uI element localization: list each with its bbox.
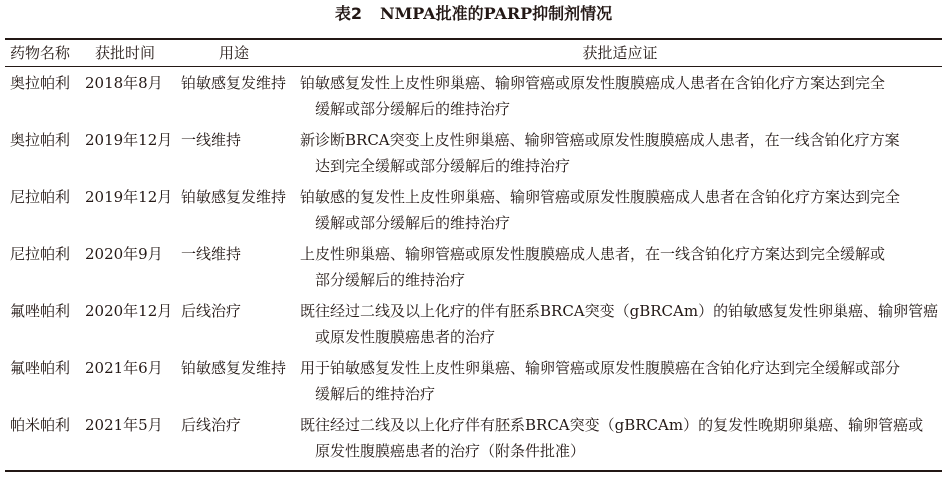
usage-cell: 铂敏感复发维持 (181, 74, 287, 92)
drug-name-cell: 帕米帕利 (10, 416, 71, 434)
usage-cell: 后线治疗 (181, 302, 242, 320)
approval-time-cell: 2021年5月 (85, 416, 163, 434)
indication-cell (300, 412, 940, 464)
usage-cell: 铂敏感复发维持 (181, 359, 287, 377)
indication-line: 既往经过二线及以上化疗的伴有胚系BRCA突变（gBRCAm）的铂敏感复发性卵巢癌、输卵管癌 (300, 302, 939, 320)
indication-line: 新诊断BRCA突变上皮性卵巢癌、输卵管癌或原发性腹膜癌成人患者，在一线含铂化疗方案 (300, 131, 900, 149)
indication-line: 原发性腹膜癌患者的治疗（附条件批准） (315, 442, 586, 460)
header-rule (5, 66, 942, 67)
indication-line: 既往经过二线及以上化疗伴有胚系BRCA突变（gBRCAm）的复发性晚期卵巢癌、输卵管癌或 (300, 416, 924, 434)
indication-line: 或原发性腹膜癌患者的治疗 (315, 328, 496, 346)
table-header-row (5, 41, 942, 65)
indication-cell (300, 298, 940, 350)
table-title: NMPA批准的PARP抑制剂情况 (379, 4, 613, 23)
approval-time-cell: 2018年8月 (85, 74, 163, 92)
approval-time-cell: 2021年6月 (85, 359, 163, 377)
table-caption (0, 3, 947, 25)
table-number: 表2 (334, 4, 362, 23)
drug-name-cell: 氟唑帕利 (10, 302, 71, 320)
approval-time-cell: 2020年12月 (85, 302, 173, 320)
indication-line: 用于铂敏感复发性上皮性卵巢癌、输卵管癌或原发性腹膜癌在含铂化疗达到完全缓解或部分 (300, 359, 901, 377)
drug-name-cell: 氟唑帕利 (10, 359, 71, 377)
approval-time-cell: 2019年12月 (85, 131, 173, 149)
drug-name-cell: 尼拉帕利 (10, 188, 71, 206)
drug-name-cell: 尼拉帕利 (10, 245, 71, 263)
drug-name-cell: 奥拉帕利 (10, 74, 71, 92)
header-usage: 用途 (219, 44, 250, 62)
usage-cell: 后线治疗 (181, 416, 242, 434)
usage-cell: 一线维持 (181, 245, 242, 263)
top-rule (5, 38, 942, 40)
approval-time-cell: 2020年9月 (85, 245, 163, 263)
indication-cell (300, 184, 940, 236)
approval-time-cell: 2019年12月 (85, 188, 173, 206)
indication-line: 部分缓解后的维持治疗 (315, 271, 466, 289)
indication-line: 铂敏感复发性上皮性卵巢癌、输卵管癌或原发性腹膜癌成人患者在含铂化疗方案达到完全 (300, 74, 886, 92)
usage-cell: 一线维持 (181, 131, 242, 149)
header-approval-time: 获批时间 (95, 44, 156, 62)
bottom-rule (5, 470, 942, 472)
indication-line: 铂敏感的复发性上皮性卵巢癌、输卵管癌或原发性腹膜癌成人患者在含铂化疗方案达到完全 (300, 188, 901, 206)
indication-line: 缓解后的维持治疗 (315, 385, 436, 403)
usage-cell: 铂敏感复发维持 (181, 188, 287, 206)
indication-cell (300, 127, 940, 179)
indication-cell (300, 70, 940, 122)
indication-line: 缓解或部分缓解后的维持治疗 (315, 100, 511, 118)
indication-line: 上皮性卵巢癌、输卵管癌或原发性腹膜癌成人患者，在一线含铂化疗方案达到完全缓解或 (300, 245, 886, 263)
indication-cell (300, 355, 940, 407)
header-drug-name: 药物名称 (10, 44, 71, 62)
indication-line: 缓解或部分缓解后的维持治疗 (315, 214, 511, 232)
header-indication: 获批适应证 (582, 44, 658, 62)
drug-name-cell: 奥拉帕利 (10, 131, 71, 149)
indication-line: 达到完全缓解或部分缓解后的维持治疗 (315, 157, 571, 175)
indication-cell (300, 241, 940, 293)
